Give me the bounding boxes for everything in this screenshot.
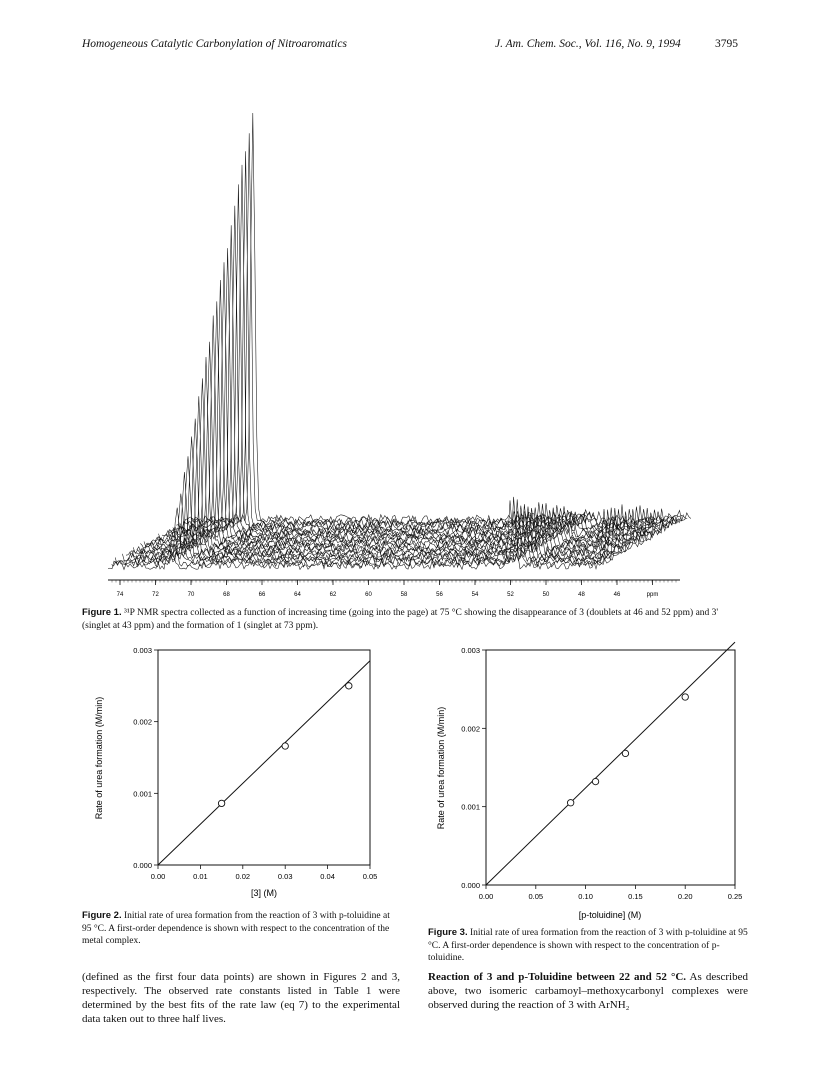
data-point [282, 743, 288, 749]
page-number: 3795 [715, 38, 738, 50]
figure3-chart [420, 640, 760, 930]
fit-line [158, 661, 370, 865]
nmr-axis-tick-label: 48 [578, 592, 585, 598]
figure3-caption-text: Initial rate of urea formation from the reaction of 3 with p-toluidine at 95 °C. A first-order dependence is shown with respect to the concentration of p-toluidine. [428, 928, 748, 963]
nmr-axis-tick-label: ppm [646, 592, 659, 598]
figure1-label: Figure 1. [82, 607, 122, 618]
figure3-xlabel: [p-toluidine] (M) [578, 910, 642, 920]
x-tick-label: 0.03 [277, 872, 293, 881]
x-tick-label: 0.05 [528, 892, 544, 901]
data-point [567, 800, 573, 806]
nmr-spectrum-trace [169, 225, 669, 535]
nmr-axis-tick-label: 58 [400, 592, 408, 598]
y-tick-label: 0.001 [461, 802, 480, 812]
x-tick-label: 0.15 [628, 892, 643, 901]
x-tick-label: 0.10 [578, 892, 593, 901]
x-tick-label: 0.20 [677, 892, 693, 901]
y-tick-label: 0.001 [133, 789, 152, 799]
figure2-caption-text: Initial rate of urea formation from the reaction of 3 with p-toluidine at 95 °C. A first-order dependence is shown with respect to the concentration of the metal complex. [82, 911, 390, 946]
body-right-text: As described above, two isomeric carbamoyl–methoxycarbonyl complexes were observed during the reaction of 3 with ArNH₂ [428, 971, 748, 1011]
figure2-plot-frame [158, 650, 370, 865]
y-tick-label: 0.000 [133, 861, 152, 870]
nmr-axis-tick-label: 74 [116, 592, 124, 598]
y-tick-label: 0.003 [133, 646, 152, 655]
data-point [346, 683, 352, 689]
figure2-chart [82, 640, 402, 910]
nmr-axis-tick-label: 46 [613, 592, 621, 598]
fit-line [486, 642, 735, 885]
figure3-plot-frame [486, 650, 735, 885]
y-tick-label: 0.002 [133, 717, 152, 727]
x-tick-label: 0.02 [235, 872, 251, 881]
figure1-caption [82, 607, 748, 632]
nmr-spectrum-trace [176, 184, 676, 531]
nmr-spectrum-trace [162, 262, 662, 539]
x-tick-label: 0.04 [320, 872, 335, 881]
figure3-label: Figure 3. [428, 927, 468, 938]
nmr-spectrum-trace [191, 113, 691, 524]
x-tick-label: 0.00 [478, 892, 494, 901]
x-tick-label: 0.05 [362, 872, 378, 881]
nmr-stacked-traces [108, 113, 691, 570]
nmr-axis-tick-label: 52 [507, 592, 514, 598]
figure3-ylabel: Rate of urea formation (M/min) [436, 706, 446, 830]
y-tick-label: 0.003 [461, 646, 480, 655]
body-right-paragraph [428, 970, 748, 1012]
nmr-axis-tick-label: 72 [152, 592, 159, 598]
figure1-caption-text: ³¹P NMR spectra collected as a function of increasing time (going into the page) at 75 °C showing the disappearance of 3 (doublets at 46 and 52 ppm) and 3' (singlet at 43 ppm) and the formation of 1 (singlet at 73 ppm). [82, 608, 719, 631]
nmr-spectrum-trace [151, 316, 651, 546]
nmr-axis-ticks [112, 580, 676, 598]
data-point [682, 694, 688, 700]
nmr-axis-tick-label: 50 [542, 592, 550, 598]
nmr-axis-tick-label: 56 [436, 592, 443, 598]
nmr-spectrum-trace [184, 151, 684, 527]
nmr-spectrum-trace [180, 165, 680, 530]
data-point [218, 800, 224, 806]
data-point [622, 750, 628, 756]
nmr-axis-tick-label: 68 [223, 592, 230, 598]
nmr-axis-tick-label: 66 [258, 592, 266, 598]
figure2-xlabel: [3] (M) [251, 888, 277, 898]
figure2-label: Figure 2. [82, 910, 122, 921]
x-tick-label: 0.00 [150, 872, 166, 881]
nmr-spectrum-trace [158, 280, 658, 541]
x-tick-label: 0.25 [727, 892, 743, 901]
section-heading: Reaction of 3 and p-Toluidine between 22 and 52 °C. [428, 971, 687, 983]
y-tick-label: 0.000 [461, 881, 480, 890]
figure3-marks [461, 642, 742, 901]
figure2-marks [133, 646, 377, 881]
nmr-spectrum-trace [187, 133, 687, 525]
figure3-caption [428, 927, 748, 965]
nmr-axis-tick-label: 70 [187, 592, 195, 598]
nmr-spectrum-trace [166, 248, 666, 537]
x-tick-label: 0.01 [193, 872, 208, 881]
figure2-caption [82, 910, 400, 948]
y-tick-label: 0.002 [461, 724, 480, 734]
body-left-paragraph: (defined as the first four data points) are shown in Figures 2 and 3, respectively. The observed rate constants listed in Table 1 were determined by the best fits of the rate law (eq 7) to the experimental data taken out to three half lives. [82, 971, 400, 1025]
figure2-ylabel: Rate of urea formation (M/min) [94, 696, 104, 820]
nmr-axis-tick-label: 60 [365, 592, 372, 598]
running-head-journal: J. Am. Chem. Soc., Vol. 116, No. 9, 1994 [495, 38, 681, 50]
data-point [592, 778, 598, 784]
running-head-title: Homogeneous Catalytic Carbonylation of Nitroaromatics [82, 38, 347, 50]
nmr-axis-tick-label: 54 [471, 592, 479, 598]
nmr-axis-tick-label: 62 [329, 592, 337, 598]
nmr-axis-tick-label: 64 [294, 592, 301, 598]
figure1-nmr-spectra [100, 60, 720, 600]
